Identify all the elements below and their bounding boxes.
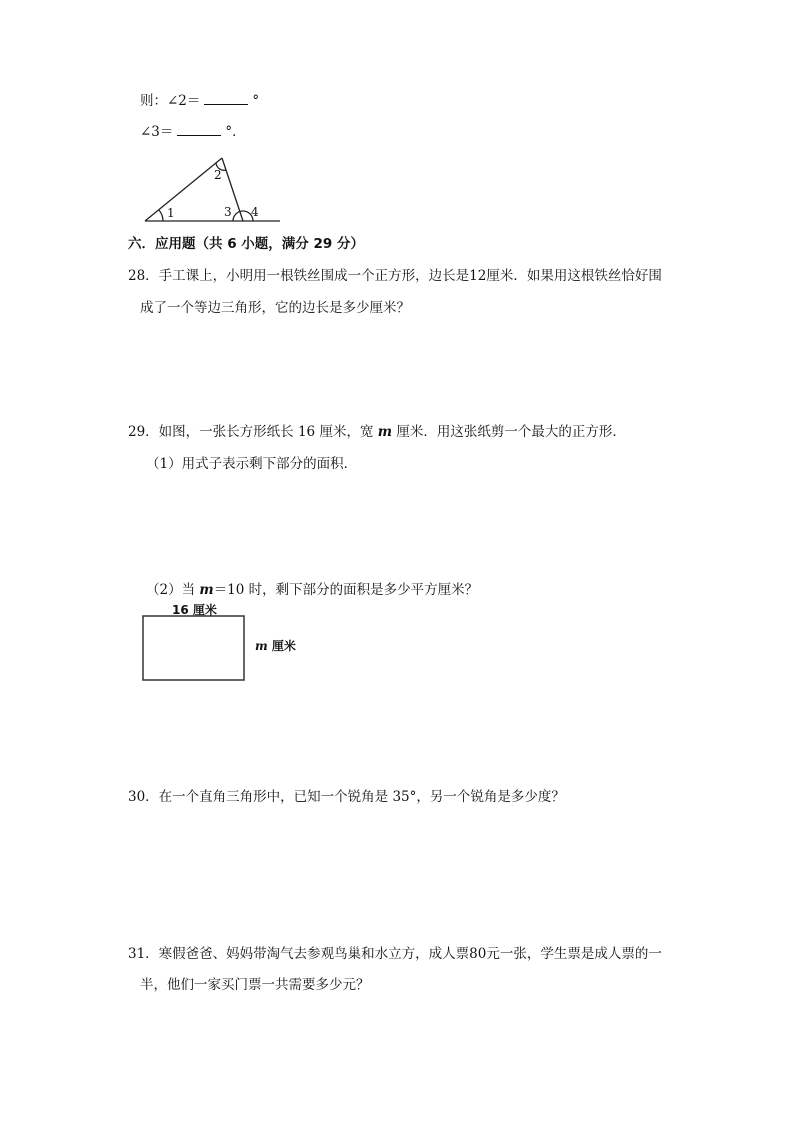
- triangle-figure: [145, 158, 280, 221]
- angle1-label: 1: [167, 206, 175, 220]
- q29-text: 厘米．用这张纸剪一个最大的正方形．: [392, 424, 626, 440]
- rectangle-figure: [143, 616, 244, 680]
- angle4-label: 4: [251, 205, 259, 219]
- q29-part2-text: ＝10 时，剩下部分的面积是多少平方厘米？: [213, 582, 479, 598]
- angle2-label-fig: 2: [214, 168, 222, 182]
- angle1-arc: [159, 210, 163, 221]
- degree-sign: °: [252, 93, 260, 109]
- q29-part2: [146, 581, 478, 599]
- angle3-label: ∠3＝: [140, 124, 174, 140]
- q30-line1: 30．在一个直角三角形中，已知一个锐角是 35°，另一个锐角是多少度？: [128, 789, 565, 805]
- rect-width-unit: 厘米: [267, 639, 296, 653]
- triangle-side-left: [145, 158, 222, 221]
- q31-line1: 31．寒假爸爸、妈妈带淘气去参观鸟巢和水立方，成人票80元一张，学生票是成人票的一: [128, 946, 662, 962]
- degree-sign: °．: [225, 124, 246, 140]
- angle2-label: 则：∠2＝: [140, 93, 201, 109]
- section-heading: 六．应用题（共 6 小题，满分 29 分）: [128, 236, 364, 252]
- q29-part1: （1）用式子表示剩下部分的面积．: [146, 456, 358, 472]
- rect-width-label: [255, 637, 296, 655]
- rect-width-var: m: [255, 639, 268, 653]
- q31-line2: 半，他们一家买门票一共需要多少元？: [140, 977, 370, 993]
- q28-line1: 28．手工课上，小明用一根铁丝围成一个正方形，边长是12厘米．如果用这根铁丝恰好围: [128, 268, 662, 284]
- angle3-label-fig: 3: [224, 205, 232, 219]
- q29-line1: [128, 423, 626, 441]
- q29-part2-var: m: [199, 582, 214, 598]
- q29-part2-text: （2）当: [146, 582, 200, 598]
- q28-line2: 成了一个等边三角形，它的边长是多少厘米？: [140, 300, 410, 316]
- q29-text: 29．如图，一张长方形纸长 16 厘米，宽: [128, 424, 378, 440]
- rect-length-label: 16 厘米: [172, 603, 217, 617]
- q29-var: m: [377, 424, 393, 440]
